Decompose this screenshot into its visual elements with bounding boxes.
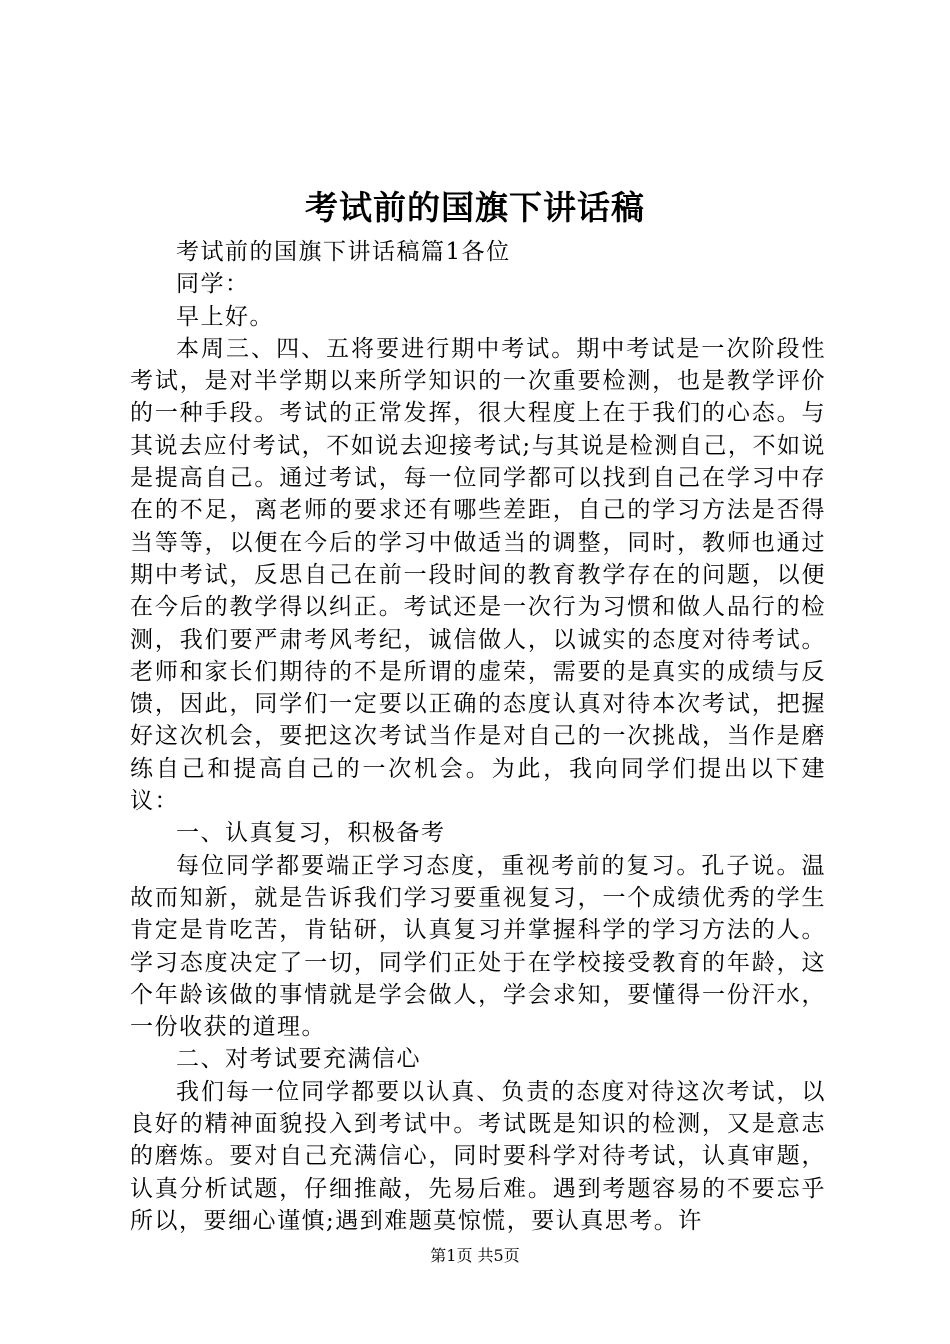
- paragraph-intro: 本周三、四、五将要进行期中考试。期中考试是一次阶段性考试，是对半学期以来所学知识的一次重要检测，也是教学评价的一种手段。考试的正常发挥，很大程度上在于我们的心态。与其说去应付考试，不如说去迎接考试;与其说是检测自己，不如说是提高自己。通过考试，每一位同学都可以找到自己在学习中存在的不足，离老师的要求还有哪些差距，自己的学习方法是否得当等等，以便在今后的学习中做适当的调整，同时，教师也通过期中考试，反思自己在前一段时间的教育教学存在的问题，以便在今后的教学得以纠正。考试还是一次行为习惯和做人品行的检测，我们要严肃考风考纪，诚信做人，以诚实的态度对待考试。老师和家长们期待的不是所谓的虚荣，需要的是真实的成绩与反馈，因此，同学们一定要以正确的态度认真对待本次考试，把握好这次机会，要把这次考试当作是对自己的一次挑战，当作是磨练自己和提高自己的一次机会。为此，我向同学们提出以下建议：: [130, 335, 826, 815]
- paragraph-section-2: 我们每一位同学都要以认真、负责的态度对待这次考试，以良好的精神面貌投入到考试中。考试既是知识的检测，又是意志的磨炼。要对自己充满信心，同时要科学对待考试，认真审题，认真分析试题，仔细推敲，先易后难。遇到考题容易的不要忘乎所以，要细心谨慎;遇到难题莫惊慌，要认真思考。许: [130, 1078, 826, 1234]
- paragraph-greeting: 早上好。: [176, 303, 274, 330]
- page-footer: 第1页 共5页: [430, 1246, 520, 1265]
- paragraph-section-1: 每位同学都要端正学习态度，重视考前的复习。孔子说。温故而知新，就是告诉我们学习要重视复习，一个成绩优秀的学生肯定是肯吃苦，肯钻研，认真复习并掌握科学的学习方法的人。学习态度决定了一切，同学们正处于在学校接受教育的年龄，这个年龄该做的事情就是学会做人，学会求知，要懂得一份汗水，一份收获的道理。: [130, 852, 826, 1041]
- section-heading-2: 二、对考试要充满信心: [176, 1046, 421, 1073]
- document-body: [130, 236, 826, 1237]
- document-title: 考试前的国旗下讲话稿: [305, 188, 645, 227]
- paragraph-salutation: 同学：: [176, 271, 250, 298]
- section-heading-1: 一、认真复习，积极备考: [176, 820, 446, 847]
- paragraph-heading-line: 考试前的国旗下讲话稿篇1各位: [176, 239, 511, 265]
